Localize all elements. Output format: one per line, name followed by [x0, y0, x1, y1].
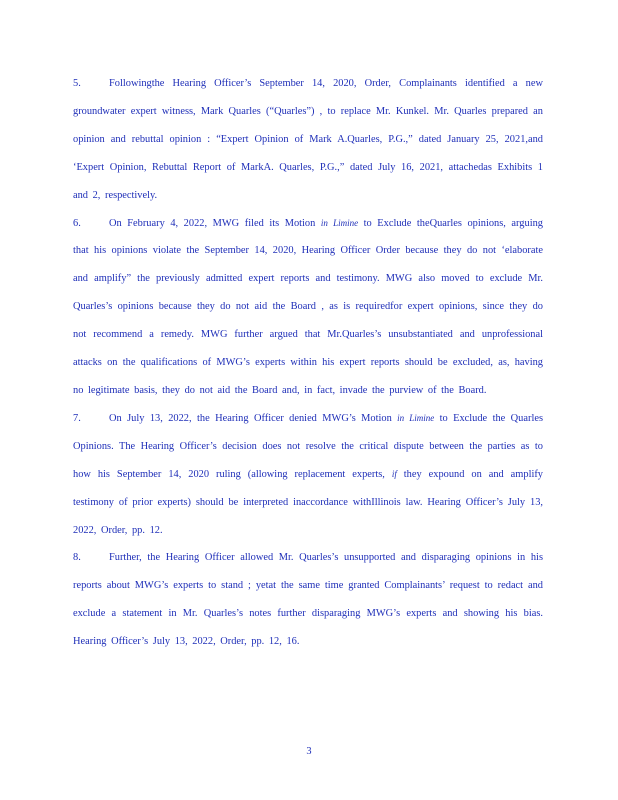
- page-number: 3: [306, 746, 312, 757]
- paragraph-text: On February 4, 2022, MWG filed its Motion: [109, 217, 321, 229]
- paragraph-number: 8.: [73, 552, 81, 564]
- paragraph-text: they expound on and amplify testimony of prior experts) should be interpreted inaccordance withIllinois law. Hearing Officer’s July 13, 2022, Order, pp. 12.: [73, 468, 543, 536]
- paragraph-8: [73, 544, 543, 656]
- italic-term: if: [391, 468, 397, 479]
- paragraph-7: [73, 405, 543, 545]
- body-text: [73, 70, 543, 656]
- paragraph-text: to Exclude theQuarles opinions, arguing that his opinions violate the September 14, 2020, Hearing Officer Order because they do not ‘elaborate and amplify” the previously admitted expert reports and testimony. MWG also moved to exclude Mr. Quarles’s opinions because they do not aid the Board , as is requiredfor expert opinions, since they do not recommend a remedy. MWG further argued that Mr.Quarles’s unsubstantiated and unprofessional attacks on the qualifications of MWG’s experts within his expert reports should be excluded, as, having no legitimate basis, they do not aid the Board and, in fact, invade the purview of the Board.: [73, 217, 543, 396]
- paragraph-number: 5.: [73, 78, 81, 89]
- paragraph-text: On July 13, 2022, the Hearing Officer denied MWG’s Motion: [109, 412, 398, 424]
- paragraph-6: [73, 210, 543, 405]
- paragraph-number: 7.: [73, 412, 81, 424]
- paragraph-5: [73, 70, 543, 210]
- paragraph-text: Further, the Hearing Officer allowed Mr. Quarles’s unsupported and disparaging opinions in his reports about MWG’s experts to stand ; yetat the same time granted Complainants’ request to redact and exclude a statement in Mr. Quarles’s notes further disparaging MWG’s experts and showing his bias. Hearing Officer’s July 13, 2022, Order, pp. 12, 16.: [73, 552, 543, 648]
- paragraph-text: Followingthe Hearing Officer’s September 14, 2020, Order, Complainants identified a new groundwater expert witness, Mark Quarles (“Quarles”) , to replace Mr. Kunkel. Mr. Quarles prepared an opinion and rebuttal opinion : “Expert Opinion of Mark A.Quarles, P.G.,” dated January 25, 2021,and ‘Expert Opinion, Rebuttal Report of MarkA. Quarles, P.G.,” dated July 16, 2021, attachedas Exhibits 1 and 2, respectively.: [73, 78, 543, 201]
- paragraph-text: to Exclude the Quarles Opinions. The Hearing Officer’s decision does not resolve the critical dispute between the parties as to how his September 14, 2020 ruling (allowing replacement experts,: [73, 412, 543, 480]
- paragraph-number: 6.: [73, 217, 81, 229]
- italic-term: in Limine: [397, 412, 435, 423]
- italic-term: in Limine: [320, 217, 359, 228]
